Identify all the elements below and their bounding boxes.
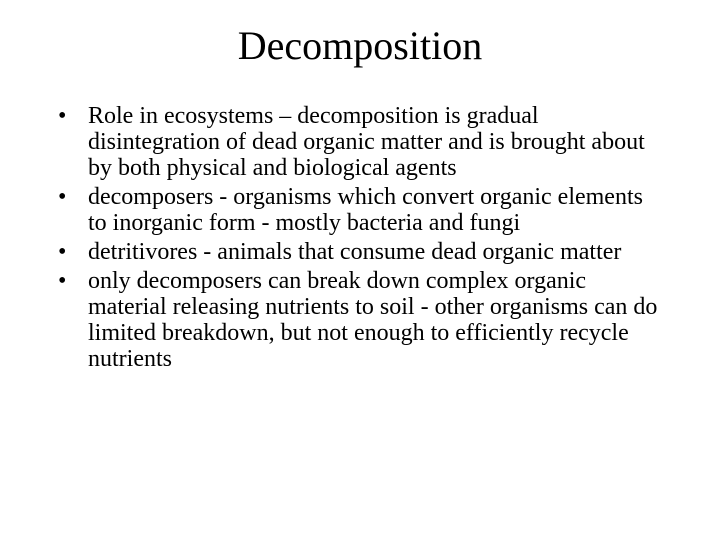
bullet-text: only decomposers can break down complex organic material releasing nutrients to soil - other organisms can do limited breakdown, but not enough to efficiently recycle nutrients xyxy=(88,268,658,372)
slide-title: Decomposition xyxy=(237,23,483,68)
bullet-marker: • xyxy=(58,184,67,210)
bullet-marker: • xyxy=(58,103,67,129)
bullet-text: decomposers - organisms which convert organic elements to inorganic form - mostly bacteria and fungi xyxy=(88,184,643,236)
bullet-item xyxy=(58,184,658,236)
bullet-item xyxy=(58,268,658,372)
bullet-text: Role in ecosystems – decomposition is gradual disintegration of dead organic matter and is brought about by both physical and biological agents xyxy=(88,103,645,181)
bullet-marker: • xyxy=(58,239,67,265)
bullet-text: detritivores - animals that consume dead organic matter xyxy=(88,239,622,265)
bullet-item xyxy=(58,239,658,265)
bullet-marker: • xyxy=(58,268,67,294)
bullet-item xyxy=(58,103,658,181)
bullet-list xyxy=(58,103,658,375)
